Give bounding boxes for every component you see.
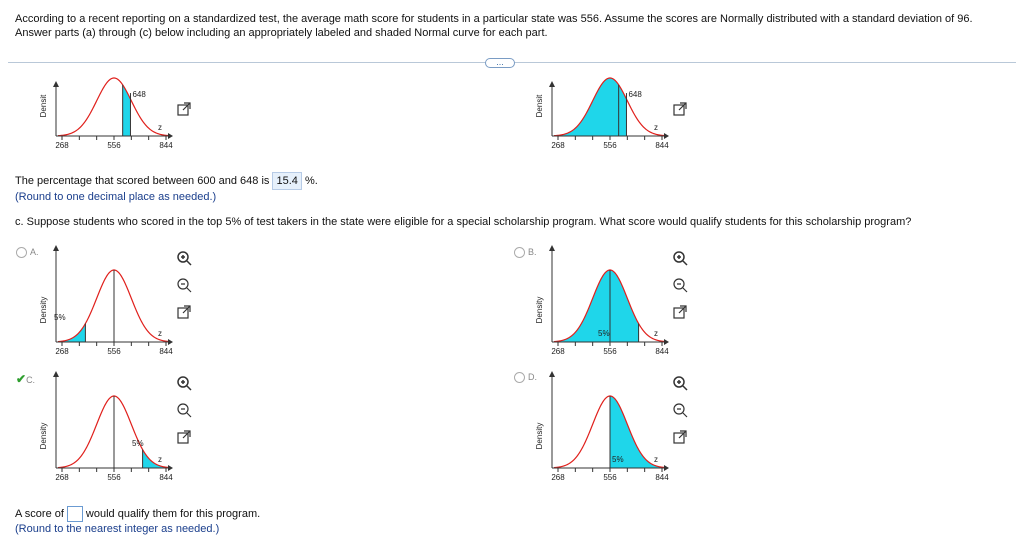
tick-label: 556: [603, 347, 617, 356]
x-axis-arrow: [664, 339, 669, 345]
y-axis-arrow: [53, 371, 59, 377]
tick-label: 556: [107, 473, 121, 482]
problem-statement: [15, 12, 1015, 40]
percent-label: 5%: [612, 455, 624, 464]
z-label: z: [654, 455, 658, 464]
tick-label: 556: [603, 473, 617, 482]
answer-prefix: A score of: [15, 507, 64, 520]
tick-label: 268: [55, 141, 69, 150]
x-axis-arrow: [664, 133, 669, 139]
percent-label: 5%: [132, 439, 144, 448]
y-axis-arrow: [549, 81, 555, 87]
x-axis-arrow: [168, 465, 173, 471]
x-axis-arrow: [664, 465, 669, 471]
score-input[interactable]: [67, 506, 83, 522]
expand-icon[interactable]: [176, 429, 194, 447]
y-axis-arrow: [53, 245, 59, 251]
part-b-answer: 15.4: [272, 172, 301, 190]
marker-648: 648: [628, 90, 642, 100]
part-b-suffix: %.: [304, 175, 318, 187]
option-b[interactable]: B.: [514, 247, 537, 258]
expand-icon[interactable]: [176, 101, 194, 119]
option-d[interactable]: D.: [514, 372, 537, 383]
percent-label: 5%: [598, 329, 610, 338]
answer-line: [15, 506, 260, 522]
tick-label: 844: [655, 347, 669, 356]
shaded-region: [558, 78, 626, 136]
more-button[interactable]: ...: [485, 58, 515, 68]
tick-label: 268: [551, 141, 565, 150]
tick-label: 556: [603, 141, 617, 150]
y-label: Densit: [39, 94, 48, 118]
tick-label: 844: [159, 141, 173, 150]
part-b-answer-line: [15, 172, 318, 190]
zoom-out-icon[interactable]: [672, 277, 690, 295]
tick-label: 844: [655, 473, 669, 482]
radio-d[interactable]: [514, 372, 525, 383]
expand-icon[interactable]: [672, 429, 690, 447]
y-label: Density: [39, 296, 48, 324]
expand-icon[interactable]: [176, 304, 194, 322]
y-label: Density: [535, 422, 544, 450]
part-b-hint: (Round to one decimal place as needed.): [15, 191, 217, 203]
part-c-question: c. Suppose students who scored in the top 5% of test takers in the state were eligible for a special scholarship program. What score would qualify students for this scholarship program?: [15, 216, 912, 228]
normal-curve: [58, 78, 170, 136]
part-b-prefix: The percentage that scored between 600 and 648 is: [15, 175, 270, 187]
z-label: z: [158, 455, 162, 464]
tick-label: 556: [107, 347, 121, 356]
problem-line-2: Answer parts (a) through (c) below including an appropriately labeled and shaded Normal curve for each part.: [15, 27, 548, 39]
y-label: Densit: [535, 94, 544, 118]
tick-label: 844: [159, 473, 173, 482]
tick-label: 844: [159, 347, 173, 356]
percent-label: 5%: [54, 313, 66, 322]
tick-label: 844: [655, 141, 669, 150]
z-label: z: [158, 123, 162, 132]
problem-line-1: According to a recent reporting on a standardized test, the average math score for students in a particular state was 556. Assume the scores are Normally distributed with a standard deviation of 96.: [15, 13, 973, 25]
tick-label: 268: [55, 473, 69, 482]
y-label: Density: [535, 296, 544, 324]
x-axis-arrow: [168, 133, 173, 139]
zoom-in-icon[interactable]: [176, 250, 194, 268]
option-c[interactable]: ✔C.: [16, 372, 36, 386]
shaded-region: [62, 324, 85, 342]
tick-label: 268: [55, 347, 69, 356]
z-label: z: [654, 123, 658, 132]
answer-suffix: would qualify them for this program.: [85, 507, 261, 520]
tick-label: 268: [551, 473, 565, 482]
tick-label: 268: [551, 347, 565, 356]
radio-b[interactable]: [514, 247, 525, 258]
check-icon: ✔: [16, 372, 27, 386]
tick-label: 556: [107, 141, 121, 150]
x-axis-arrow: [168, 339, 173, 345]
expand-icon[interactable]: [672, 101, 690, 119]
radio-a[interactable]: [16, 247, 27, 258]
expand-icon[interactable]: [672, 304, 690, 322]
y-axis-arrow: [549, 371, 555, 377]
y-label: Density: [39, 422, 48, 450]
zoom-out-icon[interactable]: [672, 402, 690, 420]
zoom-in-icon[interactable]: [176, 375, 194, 393]
z-label: z: [654, 329, 658, 338]
z-label: z: [158, 329, 162, 338]
marker-648: 648: [132, 90, 146, 100]
y-axis-arrow: [53, 81, 59, 87]
zoom-in-icon[interactable]: [672, 375, 690, 393]
shaded-region: [143, 450, 166, 468]
zoom-out-icon[interactable]: [176, 277, 194, 295]
zoom-in-icon[interactable]: [672, 250, 690, 268]
answer-hint: (Round to the nearest integer as needed.): [15, 523, 220, 535]
option-a[interactable]: A.: [16, 247, 39, 258]
zoom-out-icon[interactable]: [176, 402, 194, 420]
y-axis-arrow: [549, 245, 555, 251]
